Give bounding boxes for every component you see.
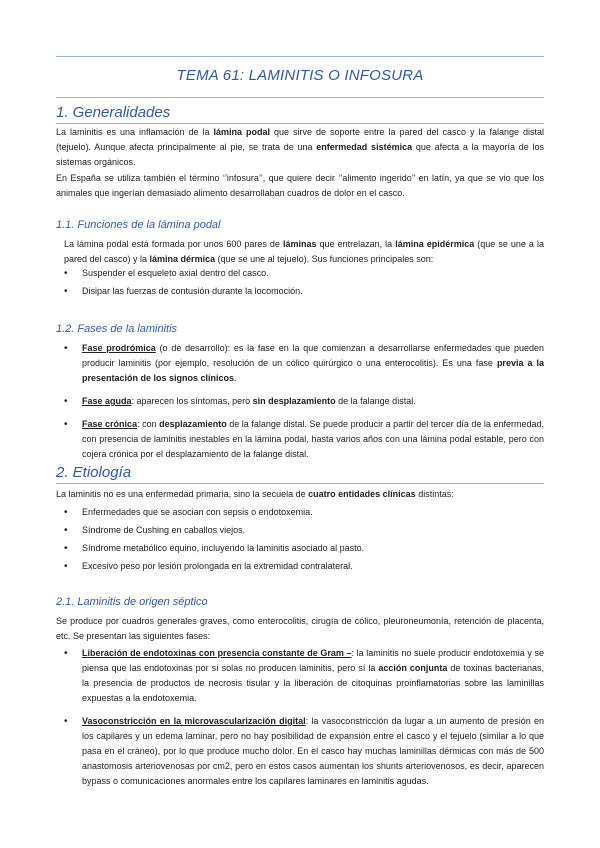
bold-text: lámina podal [213, 127, 270, 137]
list-item: • Síndrome de Cushing en caballos viejos. [64, 523, 544, 538]
list-item: • Síndrome metabólico equino, incluyendo la laminitis asociado al pasto. [64, 541, 544, 556]
heading-etiologia: 2. Etiología [56, 464, 544, 484]
list-item: • Fase aguda: aparecen los síntomas, pero sin desplazamiento de la falange distal. [64, 394, 544, 409]
list-item: • Vasoconstricción en la microvascularización digital: la vasoconstricción da lugar a un aumento de presión en los capilares y un edema laminar, pero no hay posibilidad de expansión entre el casco y el tejuelo (similar a lo que pasa en el cráneo), por lo que produce mucho dolor. En el casco hay muchas laminillas dérmicas con más de 500 anastomosis arteriovenosas por cm2, pero en estos casos aumentan los shunts arteriovenosos, es decir, aparecen bypass o comunicaciones anormales entre los capilares laminares en laminitis agudas. [64, 714, 544, 789]
list-item: • Enfermedades que se asocian con sepsis o endotoxemia. [64, 505, 544, 520]
bold-underlined-text: Vasoconstricción en la microvascularización digital [82, 716, 306, 726]
list-etiologia [64, 505, 544, 577]
paragraph-funciones: La lámina podal está formada por unos 600 pares de láminas que entrelazan, la lámina epidérmica (que se une a la pared del casco) y la lámina dérmica (que se une al tejuelo). Sus funciones principales son: [64, 239, 544, 264]
paragraph-etiologia: La laminitis no es una enfermedad primaria, sino la secuela de cuatro entidades clínicas distintas: [56, 489, 454, 499]
list-item: • Excesivo peso por lesión prolongada en la extremidad contralateral. [64, 559, 544, 574]
title-rule [56, 97, 544, 98]
list-septico-fases [64, 646, 544, 797]
paragraph-septico: Se produce por cuadros generales graves, como enterocolitis, cirugía de cólico, pleuroneumonía, retención de placenta, etc. Se presentan las siguientes fases: [56, 616, 544, 641]
bold-underlined-text: Fase prodrómica [82, 343, 156, 353]
bold-text: acción conjunta [378, 663, 448, 673]
document-title: TEMA 61: LAMINITIS O INFOSURA [176, 67, 424, 84]
paragraph-generalidades-2: En España se utiliza también el término ‘’infosura’’, que quiere decir ‘’alimento ingerido’’ en latín, ya que se vio que los animales que ingerían demasiado alimento desarrollaban cuadros de dolor en el casco. [56, 173, 544, 198]
bold-text: desplazamiento [159, 419, 227, 429]
bold-text: láminas [282, 239, 317, 249]
list-item: • Liberación de endotoxinas con presencia constante de Gram –: la laminitis no suele producir endotoxemia y se piensa que las endotoxinas por sí solas no producen laminitis, pero sí la acción conjunta de toxinas bacterianas, la presencia de productos de necrosis tisular y la liberación de citoquinas proinflamatorias sobre las laminillas expuestas a la endotoxemia. [64, 646, 544, 706]
bold-underlined-text: Fase crónica [82, 419, 138, 429]
bold-text: enfermedad sistémica [316, 142, 413, 152]
bold-text: lámina epidérmica [395, 239, 475, 249]
list-funciones [64, 266, 544, 302]
paragraph-generalidades-1: La laminitis es una inflamación de la lámina podal que sirve de soporte entre la pared del casco y la falange distal (tejuelo). Aunque afecta principalmente al pie, se trata de una enfermedad sistémica que afecta a la mayoría de los sistemas orgánicos. [56, 127, 544, 167]
bold-underlined-text: Fase aguda [82, 396, 132, 406]
list-item: • Fase crónica: con desplazamiento de la falange distal. Se puede producir a partir del tercer día de la enfermedad, con presencia de laminitis inestables en la lámina podal, hasta varios años con una lámina podal estable, pero con cojera crónica por el desplazamiento de la falange distal. [64, 417, 544, 462]
list-fases [64, 341, 544, 470]
bold-underlined-text: Liberación de endotoxinas con presencia constante de Gram – [82, 648, 352, 658]
bold-text: sin desplazamiento [252, 396, 336, 406]
bold-text: lámina dérmica [149, 254, 216, 264]
bold-text: previa a la presentación de los signos clínicos [82, 358, 544, 383]
list-item: • Disipar las fuerzas de contusión durante la locomoción. [64, 284, 544, 299]
bold-text: cuatro entidades clínicas [308, 489, 416, 499]
top-rule [56, 56, 544, 57]
heading-fases-laminitis: 1.2. Fases de la laminitis [56, 323, 178, 335]
list-item: • Fase prodrómica (o de desarrollo): es la fase en la que comienzan a desarrollarse enfermedades que pueden producir laminitis (por ejemplo, resolución de un cólico quirúrgico o una enterocolitis). Es una fase previa a la presentación de los signos clínicos. [64, 341, 544, 386]
heading-generalidades: 1. Generalidades [56, 104, 544, 124]
list-item: • Suspender el esqueleto axial dentro del casco. [64, 266, 544, 281]
heading-funciones-lamina-podal: 1.1. Funciones de la lámina podal [56, 219, 221, 231]
heading-laminitis-septico: 2.1. Laminitis de origen séptico [56, 596, 208, 608]
